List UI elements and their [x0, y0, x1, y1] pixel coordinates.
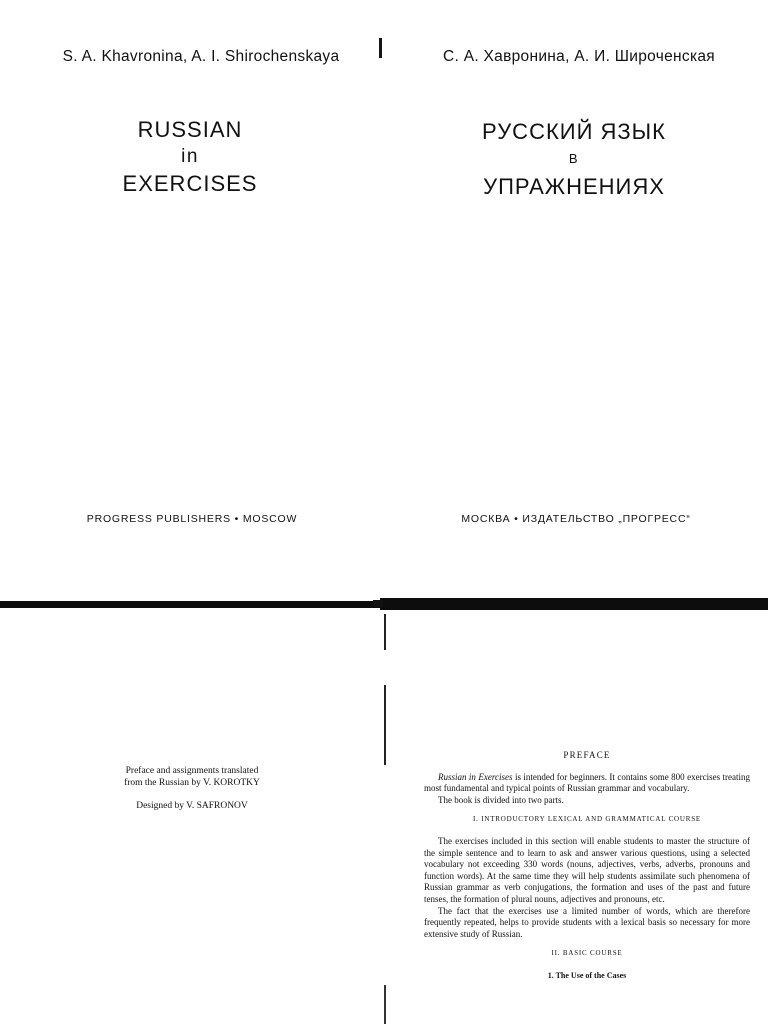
spine-mark-3: [384, 985, 386, 1024]
preface-heading: PREFACE: [563, 750, 611, 760]
authors-russian: С. А. Хавронина, А. И. Широченская: [442, 48, 715, 65]
subsection-heading: 1. The Use of the Cases: [547, 970, 627, 980]
section-heading-1: I. INTRODUCTORY LEXICAL AND GRAMMATICAL COURSE: [472, 815, 701, 824]
title-line-3: EXERCISES: [122, 171, 258, 196]
section1-paragraph-1: The exercises included in this section will enable students to master the structure of the simple sentence and to learn to ask and answer various questions, using a selected vocabulary not exceeding 330 words (nouns, adjectives, verbs, adverbs, pronouns and function words). At the same time they will help students assimilate such phenomena of Russian grammar as verb conjugations, the formation and uses of the past and future tenses, the formation of plural nouns, adjectives and pronouns, etc.: [424, 835, 750, 904]
title-page-russian: [384, 0, 768, 603]
preface-text: [424, 750, 750, 982]
publisher-russian: МОСКВА • ИЗДАТЕЛЬСТВО „ПРОГРЕСС“: [461, 513, 691, 525]
title-line-3: УПРАЖНЕНИЯХ: [483, 174, 665, 199]
credits-block: [0, 765, 384, 812]
title-line-1: РУССКИЙ ЯЗЫК: [482, 119, 666, 144]
preface-divided: The book is divided into two parts.: [438, 794, 564, 805]
title-line-1: RUSSIAN: [137, 117, 243, 142]
horizontal-fold-shadow: [380, 598, 768, 610]
section-heading-2: II. BASIC COURSE: [551, 949, 623, 958]
credits-designed: Designed by V. SAFRONOV: [136, 801, 248, 811]
preface-page: [384, 609, 768, 1024]
spine-mark-2: [384, 685, 386, 765]
credits-line-2: from the Russian by V. KOROTKY: [124, 778, 260, 788]
fold-corner: [373, 600, 383, 607]
credits-line-1: Preface and assignments translated: [125, 766, 259, 776]
title-line-2: in: [181, 146, 199, 167]
title-line-2: В: [568, 151, 580, 166]
intro-rest: is intended for beginners. It contains some 800 exercises treating most fundamental and typical points of Russian grammar and vocabulary.: [424, 771, 750, 794]
book-title-english: [0, 116, 384, 197]
book-title-russian: [384, 118, 768, 200]
title-page-english: [0, 0, 384, 603]
credits-page: [0, 609, 384, 1024]
section1-paragraph-2: The fact that the exercises use a limited number of words, which are therefore frequently repeated, helps to provide students with a lexical basis so necessary for more extensive study of Russian.: [424, 905, 750, 939]
spine-mark-1: [384, 614, 386, 650]
publisher-english: PROGRESS PUBLISHERS • MOSCOW: [86, 513, 298, 525]
authors-english: S. A. Khavronina, A. I. Shirochenskaya: [62, 48, 340, 65]
preface-intro: [424, 772, 750, 795]
book-title-italic: Russian in Exercises: [438, 771, 513, 782]
spine-mark-top: [379, 38, 382, 58]
